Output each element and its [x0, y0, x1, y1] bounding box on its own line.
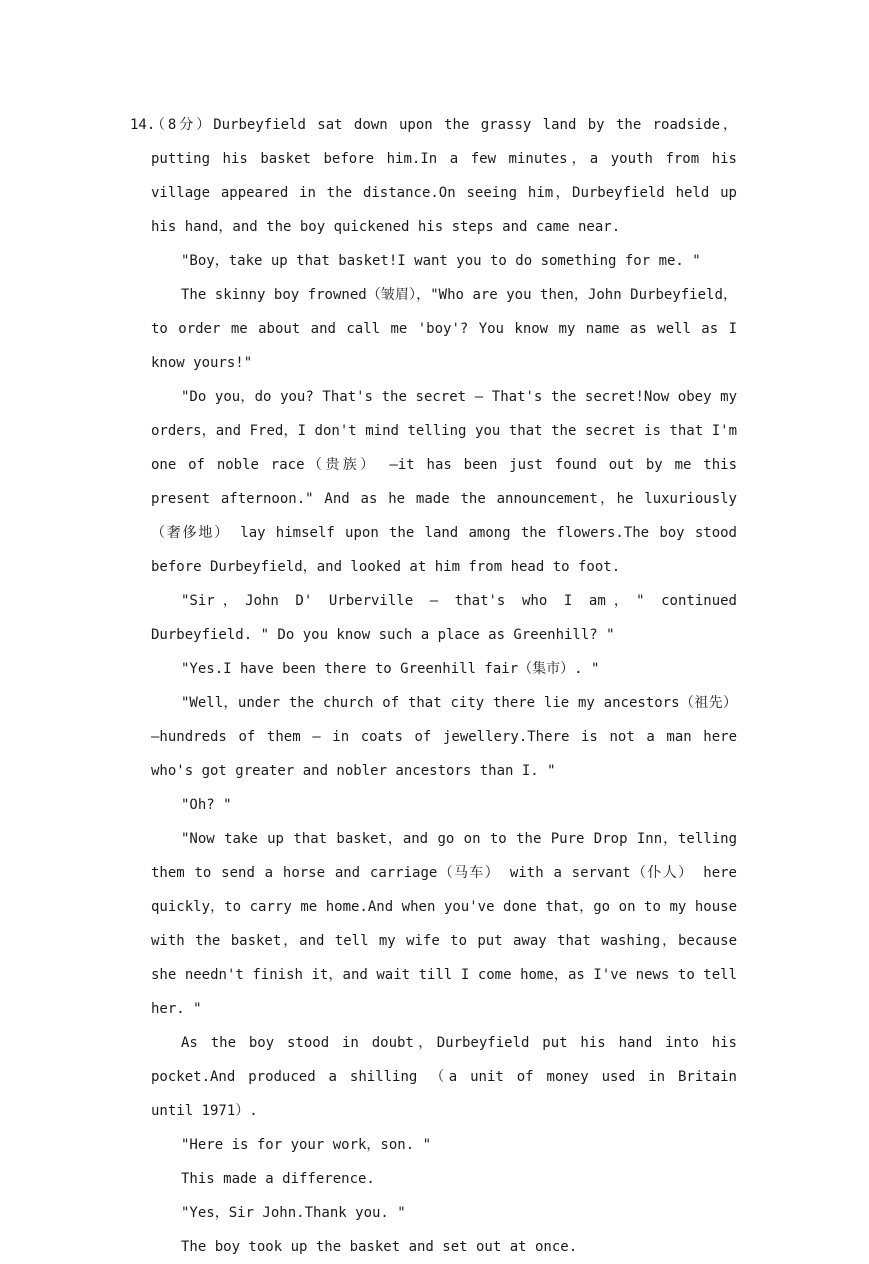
paragraph-2: "Boy，take up that basket!I want you to do something for me. "	[181, 253, 701, 269]
paragraph-5: "Sir，John D' Urberville — that's who I am，" continued Durbeyfield. " Do you know such a place as Greenhill? "	[151, 593, 737, 643]
paragraph-13: "Yes，Sir John.Thank you. "	[181, 1205, 406, 1221]
reading-passage	[130, 108, 737, 1264]
paragraph-7: "Well，under the church of that city there lie my ancestors（祖先） —hundreds of them — in coats of jewellery.There is not a man here who's got greater and nobler ancestors than I. "	[151, 695, 737, 779]
paragraph-4: "Do you，do you? That's the secret — That's the secret!Now obey my orders，and Fred，I don't mind telling you that the secret is that I'm one of noble race（贵族） —it has been just found out by me this present afternoon." And as he made the announcement，he luxuriously（奢侈地） lay himself upon the land among the flowers.The boy stood before Durbeyfield，and looked at him from head to foot.	[151, 389, 737, 575]
paragraph-1	[151, 108, 737, 244]
paragraph-1-text: Durbeyfield sat down upon the grassy land by the roadside，putting his basket before him.In a few minutes，a youth from his village appeared in the distance.On seeing him，Durbeyfield held up his hand，and the boy quickened his steps and came near.	[151, 117, 737, 235]
paragraph-14: The boy took up the basket and set out at once.	[181, 1239, 578, 1255]
paragraph-3: The skinny boy frowned（皱眉），"Who are you then，John Durbeyfield，to order me about and call me 'boy'? You know my name as well as I know yours!"	[151, 287, 737, 371]
question-number	[130, 108, 155, 142]
paragraph-9: "Now take up that basket，and go on to the Pure Drop Inn，telling them to send a horse and carriage（马车） with a servant（仆人） here quickly，to carry me home.And when you've done that，go on to my house with the basket，and tell my wife to put away that washing，because she needn't finish it，and wait till I come home，as I've news to tell her. "	[151, 831, 737, 1017]
question-points: （8分）	[151, 117, 214, 133]
question-number-label: 14.	[130, 117, 156, 133]
paragraph-6: "Yes.I have been there to Greenhill fair（集市）. "	[181, 661, 600, 677]
paragraph-8: "Oh? "	[181, 797, 232, 813]
paragraph-12: This made a difference.	[181, 1171, 375, 1187]
paragraph-11: "Here is for your work，son. "	[181, 1137, 432, 1153]
paragraph-10: As the boy stood in doubt，Durbeyfield put his hand into his pocket.And produced a shilling （a unit of money used in Britain until 1971）.	[151, 1035, 737, 1119]
